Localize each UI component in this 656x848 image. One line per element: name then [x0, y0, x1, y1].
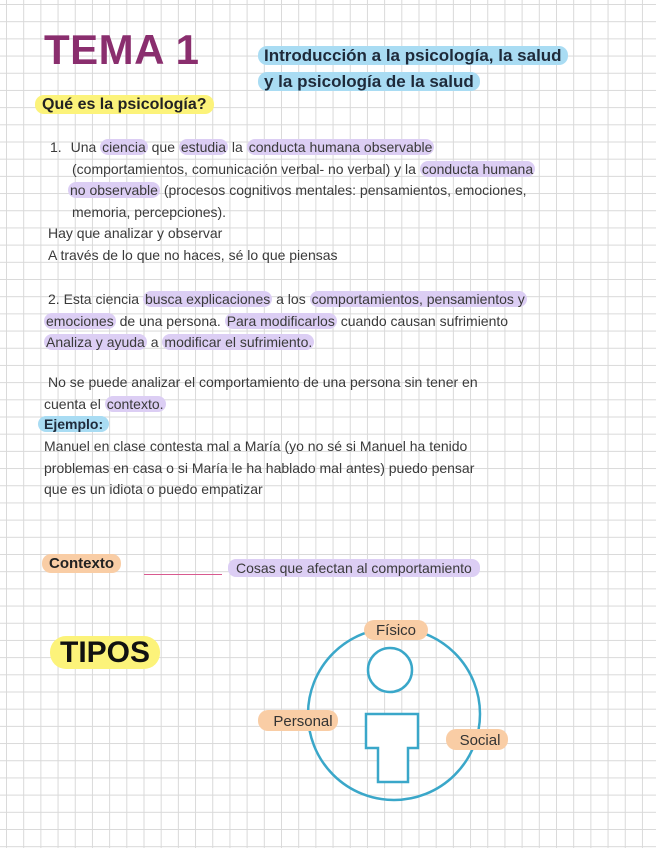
text: Una [70, 139, 101, 155]
social-label: Social [459, 732, 501, 749]
text: cuenta el [44, 395, 105, 412]
note-2: A través de lo que no haces, sé lo que piensas [48, 247, 338, 263]
text: problemas en casa o si María le ha hablado mal antes) puedo pensar [44, 459, 475, 476]
text: a [146, 334, 163, 350]
section-heading-text: Qué es la psicología? [35, 95, 214, 114]
text: de una persona. [115, 312, 225, 329]
item-number: 1. [50, 139, 62, 155]
text: Manuel en clase contesta mal a María (yo no sé si Manuel ha tenido [44, 438, 468, 454]
text: a los [272, 291, 310, 307]
highlight: ciencia [102, 139, 146, 155]
text: 2. Esta ciencia [48, 291, 143, 307]
subtitle-line-1: Introducción a la psicología, la salud [258, 46, 568, 65]
subtitle-line-2: y la psicología de la salud [258, 72, 480, 91]
highlight: contexto. [106, 395, 164, 412]
text: (procesos cognitivos mentales: pensamientos, emociones, [159, 182, 527, 198]
text: la [228, 139, 247, 155]
page-title: TEMA 1 [44, 26, 200, 73]
highlight: comportamientos, pensamientos y [311, 291, 525, 307]
text: cuando causan sufrimiento [336, 312, 509, 329]
highlight: estudia [180, 139, 227, 155]
note-1: Hay que analizar y observar [48, 225, 223, 241]
contexto-label-text: Contexto [42, 554, 121, 573]
person-head-icon [368, 648, 412, 692]
highlight: Analiza y ayuda [46, 334, 145, 350]
text: No se puede analizar el comportamiento de una persona sin tener en [48, 374, 478, 390]
example-label-text: Ejemplo: [38, 416, 109, 432]
tipos-heading-text: TIPOS [50, 636, 160, 669]
fisico-label: Físico [375, 622, 417, 639]
text: (comportamientos, comunicación verbal- no verbal) y la [72, 160, 420, 177]
text: que es un idiota o puedo empatizar [44, 481, 263, 497]
highlight: no observable [70, 182, 158, 198]
highlight: busca explicaciones [144, 291, 271, 307]
personal-label: Personal [273, 713, 333, 730]
highlight: emociones [46, 312, 114, 329]
highlight: conducta humana observable [248, 139, 433, 155]
text: que [147, 139, 179, 155]
highlight: Para modificarlos [226, 312, 335, 329]
highlight: Cosas que afectan al comportamiento [228, 559, 480, 577]
highlight: modificar el sufrimiento. [164, 334, 313, 350]
person-body-icon [366, 714, 418, 782]
text: memoria, percepciones). [72, 203, 227, 220]
highlight: conducta humana [421, 160, 534, 177]
